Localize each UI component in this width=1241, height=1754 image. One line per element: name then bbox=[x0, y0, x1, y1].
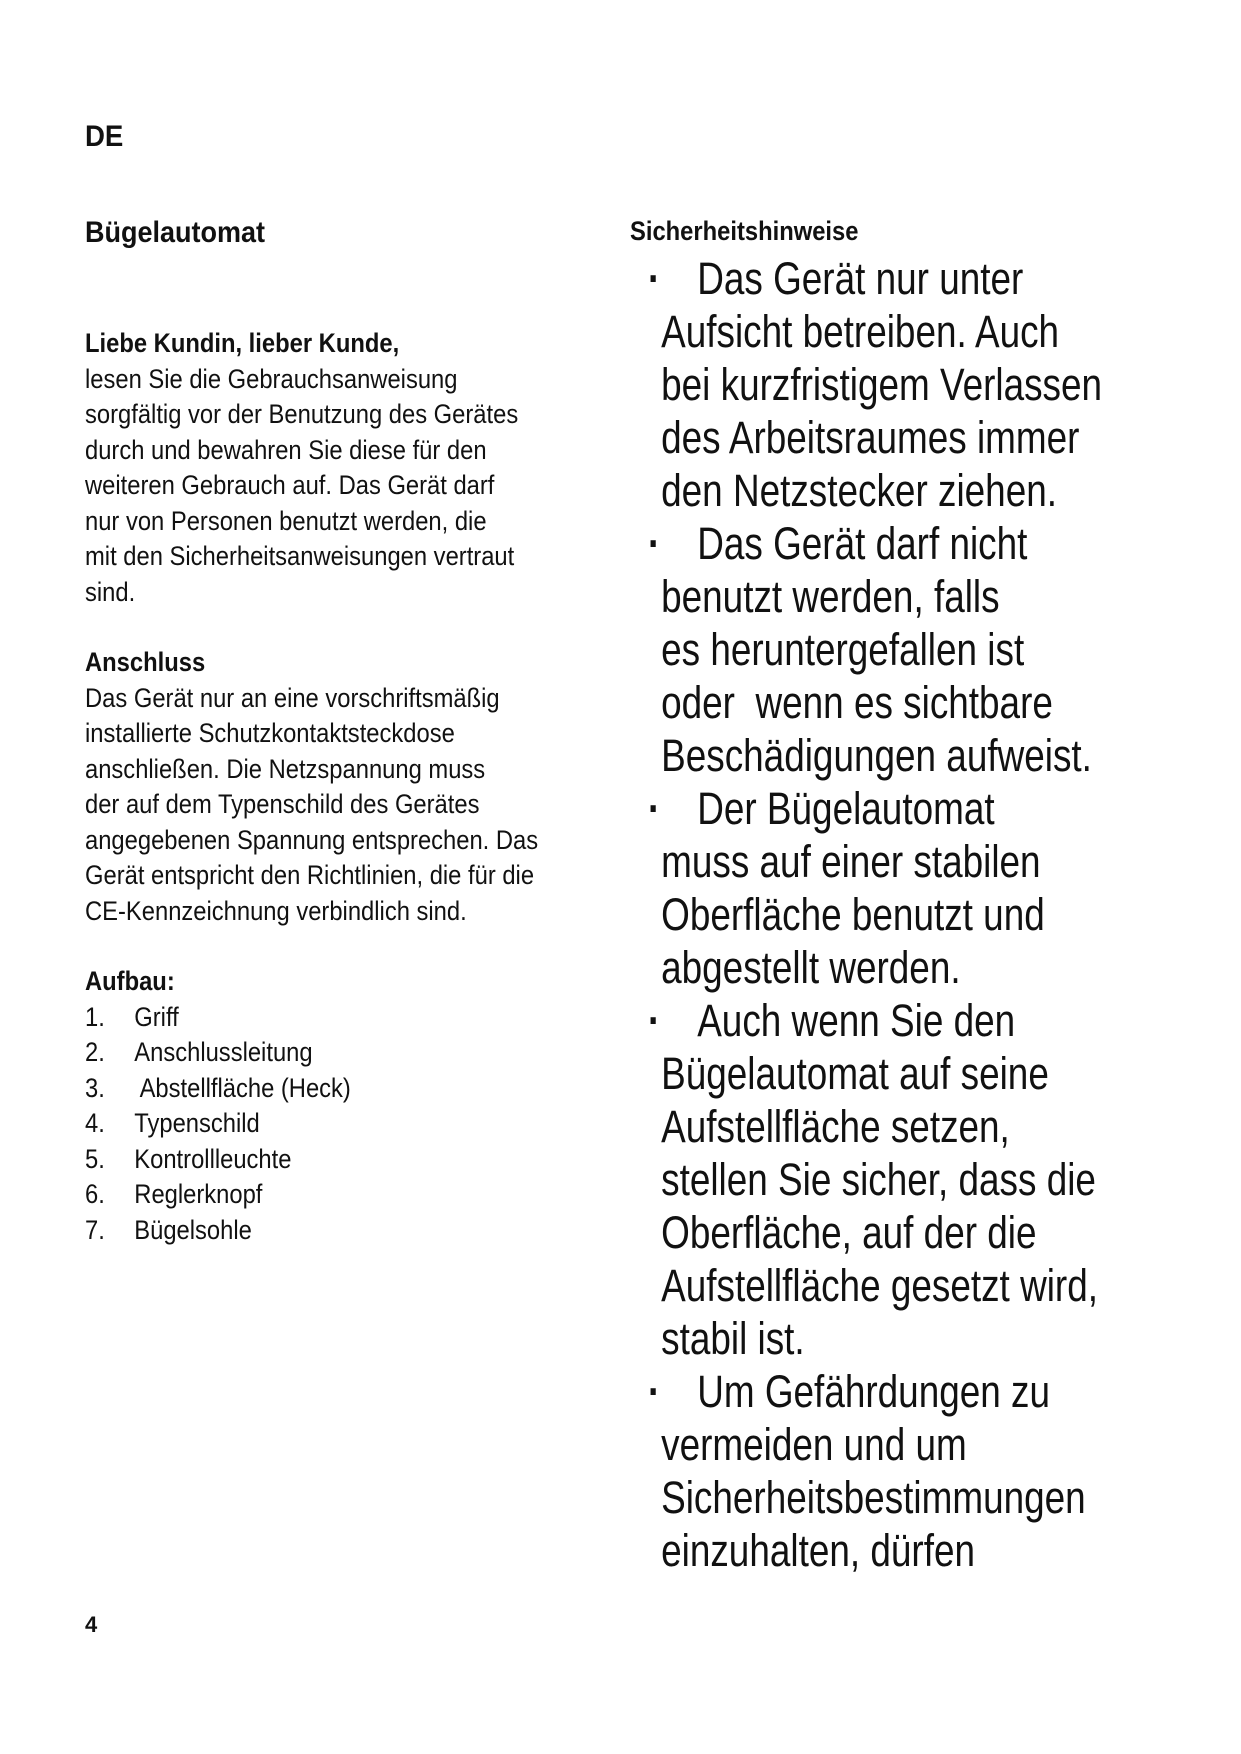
item-label: Reglerknopf bbox=[134, 1179, 263, 1209]
bullet-icon: · bbox=[648, 783, 661, 834]
item-number: 5. bbox=[85, 1143, 105, 1174]
list-item bbox=[85, 1213, 578, 1249]
connection-line: Das Gerät nur an eine vorschriftsmäßig bbox=[85, 682, 500, 713]
safety-line: stellen Sie sicher, dass die bbox=[661, 1154, 1096, 1205]
safety-text: Um Gefährdungen zu bbox=[697, 1366, 1051, 1417]
safety-line: Aufstellfläche gesetzt wird, bbox=[661, 1260, 1098, 1311]
intro-line: nur von Personen benutzt werden, die bbox=[85, 505, 487, 536]
safety-text: Das Gerät darf nicht bbox=[697, 518, 1028, 569]
connection-line: anschließen. Die Netzspannung muss bbox=[85, 753, 486, 784]
bullet-icon: · bbox=[648, 1366, 661, 1417]
item-number: 1. bbox=[85, 1001, 105, 1032]
safety-item-first-line bbox=[648, 1365, 1140, 1418]
safety-line: Aufsicht betreiben. Auch bbox=[661, 306, 1060, 357]
safety-line: Beschädigungen aufweist. bbox=[661, 730, 1092, 781]
item-number: 7. bbox=[85, 1214, 105, 1245]
safety-line: des Arbeitsraumes immer bbox=[661, 412, 1080, 463]
safety-item-first-line bbox=[648, 994, 1140, 1047]
safety-line: muss auf einer stabilen bbox=[661, 836, 1041, 887]
safety-list bbox=[648, 252, 1140, 1577]
item-number: 2. bbox=[85, 1037, 105, 1067]
safety-line: Sicherheitsbestimmungen bbox=[661, 1472, 1086, 1523]
intro-section bbox=[85, 326, 578, 610]
safety-item-first-line bbox=[648, 782, 1140, 835]
language-code: DE bbox=[85, 120, 124, 153]
safety-line: stabil ist. bbox=[661, 1313, 805, 1364]
list-item bbox=[85, 1035, 578, 1071]
safety-text: Auch wenn Sie den bbox=[697, 995, 1016, 1046]
connection-line: installierte Schutzkontaktsteckdose bbox=[85, 718, 455, 748]
safety-item-first-line bbox=[648, 252, 1140, 305]
item-label: Typenschild bbox=[134, 1108, 260, 1138]
list-item bbox=[85, 1106, 578, 1142]
intro-heading: Liebe Kundin, lieber Kunde, bbox=[85, 328, 400, 358]
safety-line: benutzt werden, falls bbox=[661, 571, 1000, 622]
safety-line: vermeiden und um bbox=[661, 1419, 967, 1470]
safety-item bbox=[648, 1365, 1140, 1577]
structure-heading: Aufbau: bbox=[85, 966, 175, 996]
item-label: Kontrollleuchte bbox=[134, 1143, 292, 1174]
safety-item bbox=[648, 517, 1140, 782]
safety-item bbox=[648, 782, 1140, 994]
item-label: Bügelsohle bbox=[134, 1214, 252, 1245]
connection-heading: Anschluss bbox=[85, 647, 206, 677]
safety-line: einzuhalten, dürfen bbox=[661, 1525, 976, 1576]
safety-item-first-line bbox=[648, 517, 1140, 570]
safety-line: Aufstellfläche setzen, bbox=[661, 1101, 1010, 1152]
safety-line: oder wenn es sichtbare bbox=[661, 677, 1053, 728]
safety-line: Bügelautomat auf seine bbox=[661, 1048, 1049, 1099]
bullet-icon: · bbox=[648, 995, 661, 1046]
intro-line: lesen Sie die Gebrauchsanweisung bbox=[85, 363, 458, 394]
safety-line: den Netzstecker ziehen. bbox=[661, 465, 1057, 516]
list-item bbox=[85, 1177, 578, 1213]
item-label: Anschlussleitung bbox=[134, 1037, 313, 1067]
connection-line: der auf dem Typenschild des Gerätes bbox=[85, 789, 480, 819]
intro-line: durch und bewahren Sie diese für den bbox=[85, 434, 487, 465]
safety-line: Oberfläche benutzt und bbox=[661, 889, 1045, 940]
safety-line: es heruntergefallen ist bbox=[661, 624, 1025, 675]
item-number: 6. bbox=[85, 1179, 105, 1209]
safety-item bbox=[648, 994, 1140, 1365]
bullet-icon: · bbox=[648, 253, 661, 304]
connection-line: Gerät entspricht den Richtlinien, die für die bbox=[85, 860, 535, 890]
safety-item bbox=[648, 252, 1140, 517]
page-number: 4 bbox=[85, 1612, 98, 1637]
item-label: Abstellfläche (Heck) bbox=[134, 1072, 351, 1103]
intro-line: mit den Sicherheitsanweisungen vertraut bbox=[85, 541, 515, 571]
item-number: 3. bbox=[85, 1072, 105, 1103]
safety-line: bei kurzfristigem Verlassen bbox=[661, 359, 1103, 410]
connection-section bbox=[85, 645, 578, 929]
intro-line: weiteren Gebrauch auf. Das Gerät darf bbox=[85, 470, 495, 500]
list-item bbox=[85, 1071, 578, 1107]
safety-line: Oberfläche, auf der die bbox=[661, 1207, 1037, 1258]
safety-text: Das Gerät nur unter bbox=[697, 253, 1024, 304]
safety-heading: Sicherheitshinweise bbox=[630, 216, 859, 246]
safety-text: Der Bügelautomat bbox=[697, 783, 995, 834]
intro-line: sind. bbox=[85, 576, 136, 607]
connection-line: CE-Kennzeichnung verbindlich sind. bbox=[85, 895, 467, 926]
item-number: 4. bbox=[85, 1108, 105, 1138]
intro-line: sorgfältig vor der Benutzung des Gerätes bbox=[85, 399, 519, 429]
safety-line: abgestellt werden. bbox=[661, 942, 961, 993]
bullet-icon: · bbox=[648, 518, 661, 569]
parts-list bbox=[85, 1000, 578, 1249]
list-item bbox=[85, 1000, 578, 1036]
connection-line: angegebenen Spannung entsprechen. Das bbox=[85, 824, 539, 855]
structure-section bbox=[85, 964, 578, 1248]
list-item bbox=[85, 1142, 578, 1178]
document-title: Bügelautomat bbox=[85, 216, 266, 249]
item-label: Griff bbox=[134, 1001, 179, 1032]
